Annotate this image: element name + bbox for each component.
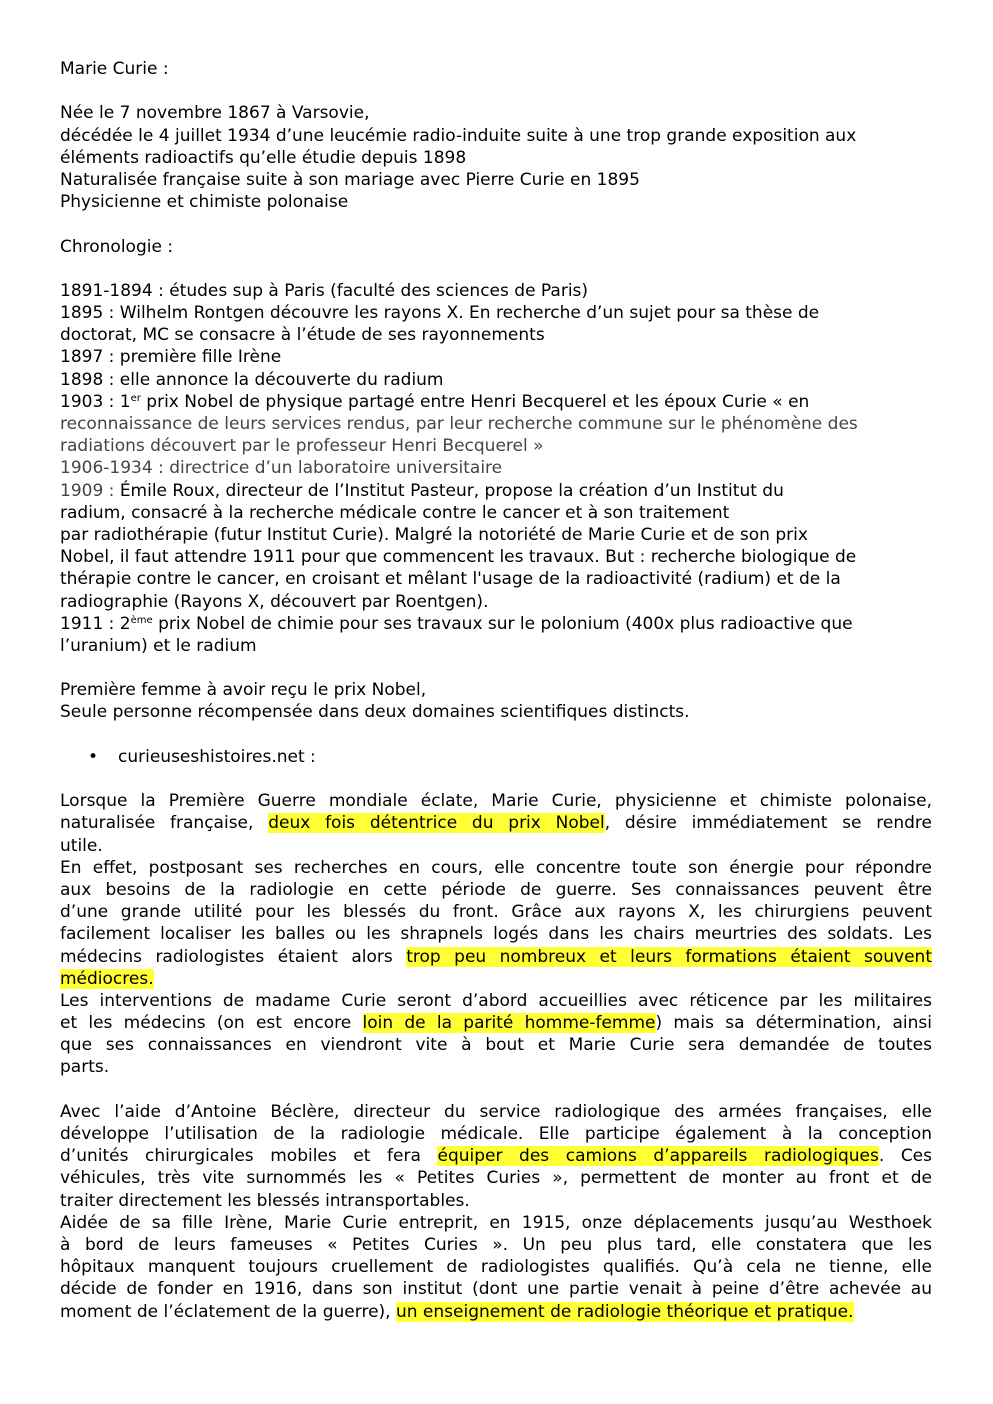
chronology-line <box>60 480 932 502</box>
article-line: développe l’utilisation de la radiologie médicale. Elle participe également à la conception <box>60 1124 932 1144</box>
chronology-line: Nobel, il faut attendre 1911 pour que commencent les travaux. But : recherche biologique de <box>60 547 857 568</box>
article-text: . Ces <box>878 1146 932 1167</box>
bio-line: Physicienne et chimiste polonaise <box>60 192 349 213</box>
article-line: facilement localiser les balles ou les shrapnels logés dans les chairs meurtries des soldats. Les <box>60 924 932 945</box>
article-line: décide de fonder en 1916, dans son institut (dont une partie venait à peine d’être achevée au <box>60 1279 932 1300</box>
article-line <box>60 1145 932 1167</box>
chronology-line: 1897 : première fille Irène <box>60 347 282 368</box>
bio-line: Née le 7 novembre 1867 à Varsovie, <box>60 103 370 124</box>
chronology-line: radium, consacré à la recherche médicale contre le cancer et à son traitement <box>60 502 730 523</box>
article-line: Les interventions de madame Curie seront d’abord accueillies avec réticence par les militaires <box>60 990 932 1011</box>
article-line: parts. <box>60 1057 110 1078</box>
article-text: d’unités chirurgicales mobiles et fera <box>60 1146 438 1167</box>
article-line: que ses connaissances en viendront vite à bout et Marie Curie sera demandée de toutes <box>60 1035 932 1056</box>
source-label: curieuseshistoires.net : <box>118 746 316 767</box>
article-line <box>60 1012 932 1034</box>
article-text: naturalisée française, <box>60 813 269 834</box>
ordinal-superscript: er <box>130 392 141 404</box>
chronology-text: prix Nobel de physique partagé entre Henri Becquerel et les époux Curie « en <box>140 391 810 412</box>
chronology-line: par radiothérapie (futur Institut Curie). Malgré la notoriété de Marie Curie et de son prix <box>60 524 808 545</box>
chronology-text: 1911 : 2 <box>60 613 131 634</box>
highlighted-text: un enseignement de radiologie théorique et pratique. <box>395 1301 854 1322</box>
article-text: moment de l’éclatement de la guerre), <box>60 1301 396 1322</box>
article-text: médecins radiologistes étaient alors <box>60 946 407 967</box>
document-page <box>60 58 932 1323</box>
chronology-line <box>60 613 932 635</box>
chronology-line: radiographie (Rayons X, découvert par Roentgen). <box>60 591 489 612</box>
article-text: ) mais sa détermination, ainsi <box>655 1013 932 1034</box>
article-line: utile. <box>60 835 103 856</box>
chronology-line: l’uranium) et le radium <box>60 635 257 656</box>
article-line <box>60 1301 932 1323</box>
chronology-line: doctorat, MC se consacre à l’étude de ses rayonnements <box>60 325 545 346</box>
achievement-line: Première femme à avoir reçu le prix Nobel, <box>60 680 427 701</box>
chronology-text: prix Nobel de chimie pour ses travaux sur le polonium (400x plus radioactive que <box>152 613 853 634</box>
chronology-line: 1898 : elle annonce la découverte du radium <box>60 369 444 390</box>
chronology-text: Émile Roux, directeur de l’Institut Pasteur, propose la création d’un Institut du <box>119 480 784 501</box>
highlighted-text: trop peu nombreux et leurs formations étaient souvent <box>406 946 932 967</box>
ordinal-superscript: ème <box>130 614 153 626</box>
article-line: En effet, postposant ses recherches en cours, elle concentre toute son énergie pour répondre <box>60 857 932 878</box>
article-text: et les médecins (on est encore <box>60 1013 363 1034</box>
chronology-line <box>60 391 932 413</box>
article-line: traiter directement les blessés intransportables. <box>60 1190 470 1211</box>
source-bullet <box>60 746 932 768</box>
chronology-text: 1909 : <box>60 480 120 501</box>
chronology-line: radiations découvert par le professeur Henri Becquerel » <box>60 436 544 457</box>
article-line: Lorsque la Première Guerre mondiale éclate, Marie Curie, physicienne et chimiste polonaise, <box>60 791 932 812</box>
article-line: à bord de leurs fameuses « Petites Curies ». Un peu plus tard, elle constatera que les <box>60 1234 932 1255</box>
article-line: hôpitaux manquent toujours cruellement de radiologistes qualifiés. Qu’à cela ne tienne, elle <box>60 1257 932 1278</box>
article-line: Avec l’aide d’Antoine Béclère, directeur du service radiologique des armées françaises, elle <box>60 1101 932 1122</box>
bio-line: décédée le 4 juillet 1934 d’une leucémie radio-induite suite à une trop grande exposition aux <box>60 125 857 146</box>
chronology-line: 1891-1894 : études sup à Paris (faculté des sciences de Paris) <box>60 280 589 301</box>
article-line: aux besoins de la radiologie en cette période de guerre. Ses connaissances peuvent être <box>60 879 932 900</box>
chronology-heading: Chronologie : <box>60 236 174 257</box>
highlighted-text: loin de la parité homme-femme <box>362 1013 656 1034</box>
article-line: Aidée de sa fille Irène, Marie Curie entreprit, en 1915, onze déplacements jusqu’au Westhoek <box>60 1212 932 1233</box>
article-text: , désire immédiatement se rendre <box>604 813 932 834</box>
bio-line: Naturalisée française suite à son mariage avec Pierre Curie en 1895 <box>60 169 640 190</box>
chronology-text: 1903 : 1 <box>60 391 131 412</box>
achievement-line: Seule personne récompensée dans deux domaines scientifiques distincts. <box>60 702 690 723</box>
document-title: Marie Curie : <box>60 59 169 79</box>
bio-line: éléments radioactifs qu’elle étudie depuis 1898 <box>60 147 467 168</box>
article-line <box>60 946 932 968</box>
article-line <box>60 968 932 990</box>
article-line: véhicules, très vite surnommés les « Petites Curies », permettent de monter au front et de <box>60 1168 932 1189</box>
chronology-line: 1895 : Wilhelm Rontgen découvre les rayons X. En recherche d’un sujet pour sa thèse de <box>60 303 820 324</box>
chronology-line: reconnaissance de leurs services rendus, par leur recherche commune sur le phénomène des <box>60 414 858 434</box>
chronology-line: 1906-1934 : directrice d’un laboratoire universitaire <box>60 458 503 479</box>
bullet-icon: • <box>88 746 99 767</box>
highlighted-text: deux fois détentrice du prix Nobel <box>268 813 605 834</box>
highlighted-text: médiocres. <box>60 968 154 989</box>
chronology-line: thérapie contre le cancer, en croisant et mêlant l'usage de la radioactivité (radium) et de la <box>60 569 841 590</box>
highlighted-text: équiper des camions d’appareils radiologiques <box>437 1146 879 1167</box>
article-line: d’une grande utilité pour les blessés du front. Grâce aux rayons X, les chirurgiens peuvent <box>60 902 932 923</box>
article-line <box>60 812 932 834</box>
